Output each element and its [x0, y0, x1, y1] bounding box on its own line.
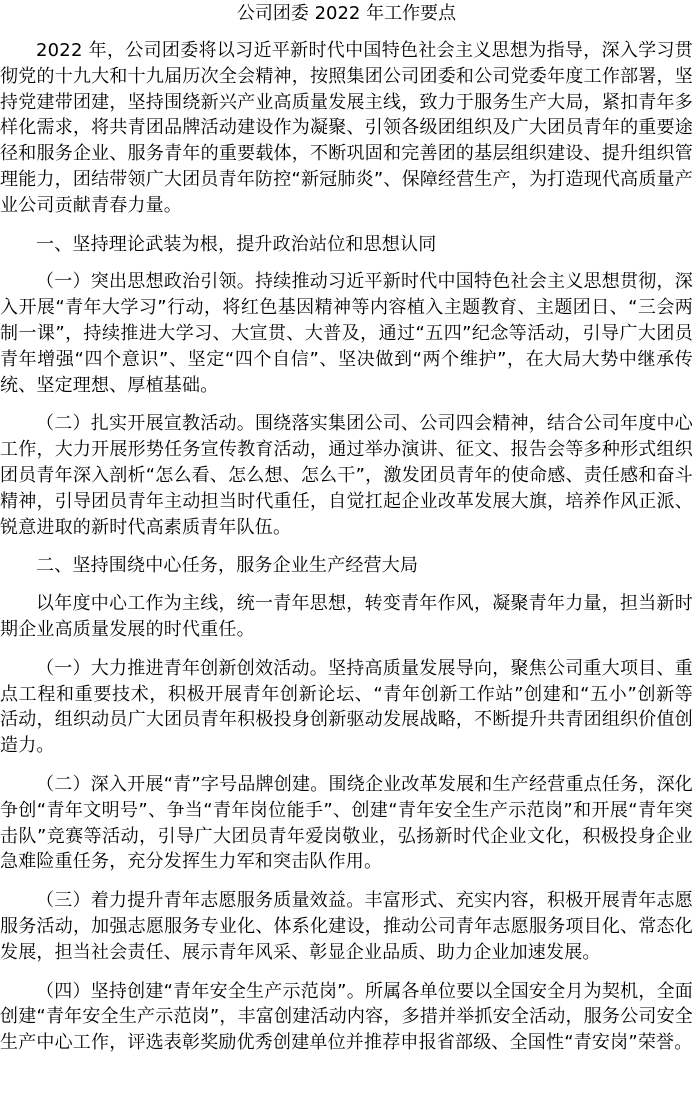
paragraph-1-2: （二）扎实开展宣教活动。围绕落实集团公司、公司四会精神，结合公司年度中心工作，大力开展形势任务宣传教育活动，通过举办演讲、征文、报告会等多种形式组织团员青年深入剖析“怎么看、怎么想、怎么干”，激发团员青年的使命感、责任感和奋斗精神，引导团员青年主动担当时代重任，自觉扛起企业改革发展大旗，培养作风正派、锐意进取的新时代高素质青年队伍。 [0, 413, 693, 538]
paragraph-2-1: （一）大力推进青年创新创效活动。坚持高质量发展导向，聚焦公司重大项目、重点工程和重要技术，积极开展青年创新论坛、“青年创新工作站”创建和“五小”创新等活动，组织动员广大团员青年积极投身创新驱动发展战略，不断提升共青团组织价值创造力。 [0, 657, 693, 757]
paragraph-2-4: （四）坚持创建“青年安全生产示范岗”。所属各单位要以全国安全月为契机，全面创建“青年安全生产示范岗”，丰富创建活动内容，多措并举抓安全活动，服务公司安全生产中心工作，评选表彰奖励优秀创建单位并推荐申报省部级、全国性“青安岗”荣誉。 [0, 980, 693, 1054]
paragraph-1-1: （一）突出思想政治引领。持续推动习近平新时代中国特色社会主义思想贯彻，深入开展“青年大学习”行动，将红色基因精神等内容植入主题教育、主题团日、“三会两制一课”，持续推进大学习、大宣贯、大普及，通过“五四”纪念等活动，引导广大团员青年增强“四个意识”、坚定“四个自信”、坚决做到“两个维护”，在大局大势中继承传统、坚定理想、厚植基础。 [0, 271, 693, 396]
paragraph-2-2: （二）深入开展“青”字号品牌创建。围绕企业改革发展和生产经营重点任务，深化争创“青年文明号”、争当“青年岗位能手”、创建“青年安全生产示范岗”和开展“青年突击队”竞赛等活动，引导广大团员青年爱岗敬业，弘扬新时代企业文化，积极投身企业急难险重任务，充分发挥生力军和突击队作用。 [0, 773, 693, 873]
paragraph-2-3: （三）着力提升青年志愿服务质量效益。丰富形式、充实内容，积极开展青年志愿服务活动，加强志愿服务专业化、体系化建设，推动公司青年志愿服务项目化、常态化发展，担当社会责任、展示青年风采、彰显企业品质、助力企业加速发展。 [0, 890, 693, 963]
section-heading-1: 一、坚持理论武装为根，提升政治站位和思想认同 [36, 233, 437, 255]
section-2-intro: 以年度中心工作为主线，统一青年思想，转变青年作风，凝聚青年力量，担当新时期企业高质量发展的时代重任。 [0, 593, 693, 640]
intro-paragraph: 2022 年，公司团委将以习近平新时代中国特色社会主义思想为指导，深入学习贯彻党的十九大和十九届历次全会精神，按照集团公司团委和公司党委年度工作部署，坚持党建带团建，坚持围绕新兴产业高质量发展主线，致力于服务生产大局，紧扣青年多样化需求，将共青团品牌活动建设作为凝聚、引领各级团组织及广大团员青年的重要途径和服务企业、服务青年的重要载体，不断巩固和完善团的基层组织建设、提升组织管理能力，团结带领广大团员青年防控“新冠肺炎”、保障经营生产，为打造现代高质量产业公司贡献青春力量。 [0, 40, 693, 216]
document-title: 公司团委 2022 年工作要点 [236, 3, 457, 24]
section-heading-2: 二、坚持围绕中心任务，服务企业生产经营大局 [36, 555, 419, 577]
